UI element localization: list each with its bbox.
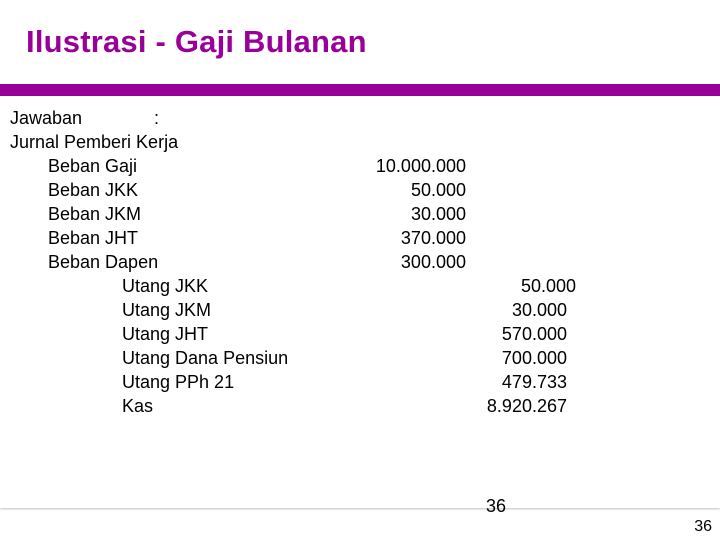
credit-amount: 700.000 [501, 348, 567, 368]
debit-amount: 30.000 [410, 204, 466, 224]
debit-amount: 370.000 [400, 228, 466, 248]
debit-amount: 50.000 [410, 180, 466, 200]
page-number: 36 [694, 518, 712, 535]
debit-amount: 300.000 [400, 252, 466, 272]
credit-account: Utang PPh 21 [122, 372, 235, 392]
credit-account: Kas [122, 396, 154, 416]
journal-content [0, 96, 720, 508]
hidden-page-number: 36 [486, 496, 507, 516]
credit-account: Utang JHT [122, 324, 209, 344]
debit-account: Beban JHT [48, 228, 139, 248]
credit-amount: 479.733 [501, 372, 567, 392]
credit-amount: 50.000 [520, 276, 576, 296]
jawaban-colon: : [154, 108, 160, 128]
debit-account: Beban JKK [48, 180, 139, 200]
credit-amount: 8.920.267 [486, 396, 567, 416]
title-divider-bar [0, 84, 720, 96]
credit-account: Utang Dana Pensiun [122, 348, 289, 368]
journal-title: Jurnal Pemberi Kerja [10, 132, 179, 152]
credit-account: Utang JKM [122, 300, 212, 320]
credit-amount: 570.000 [501, 324, 567, 344]
slide-title: Ilustrasi - Gaji Bulanan [26, 24, 367, 59]
jawaban-label: Jawaban [10, 108, 83, 128]
credit-amount: 30.000 [511, 300, 567, 320]
debit-account: Beban Dapen [48, 252, 159, 272]
debit-account: Beban JKM [48, 204, 142, 224]
credit-account: Utang JKK [122, 276, 209, 296]
debit-amount: 10.000.000 [375, 156, 466, 176]
debit-account: Beban Gaji [48, 156, 138, 176]
